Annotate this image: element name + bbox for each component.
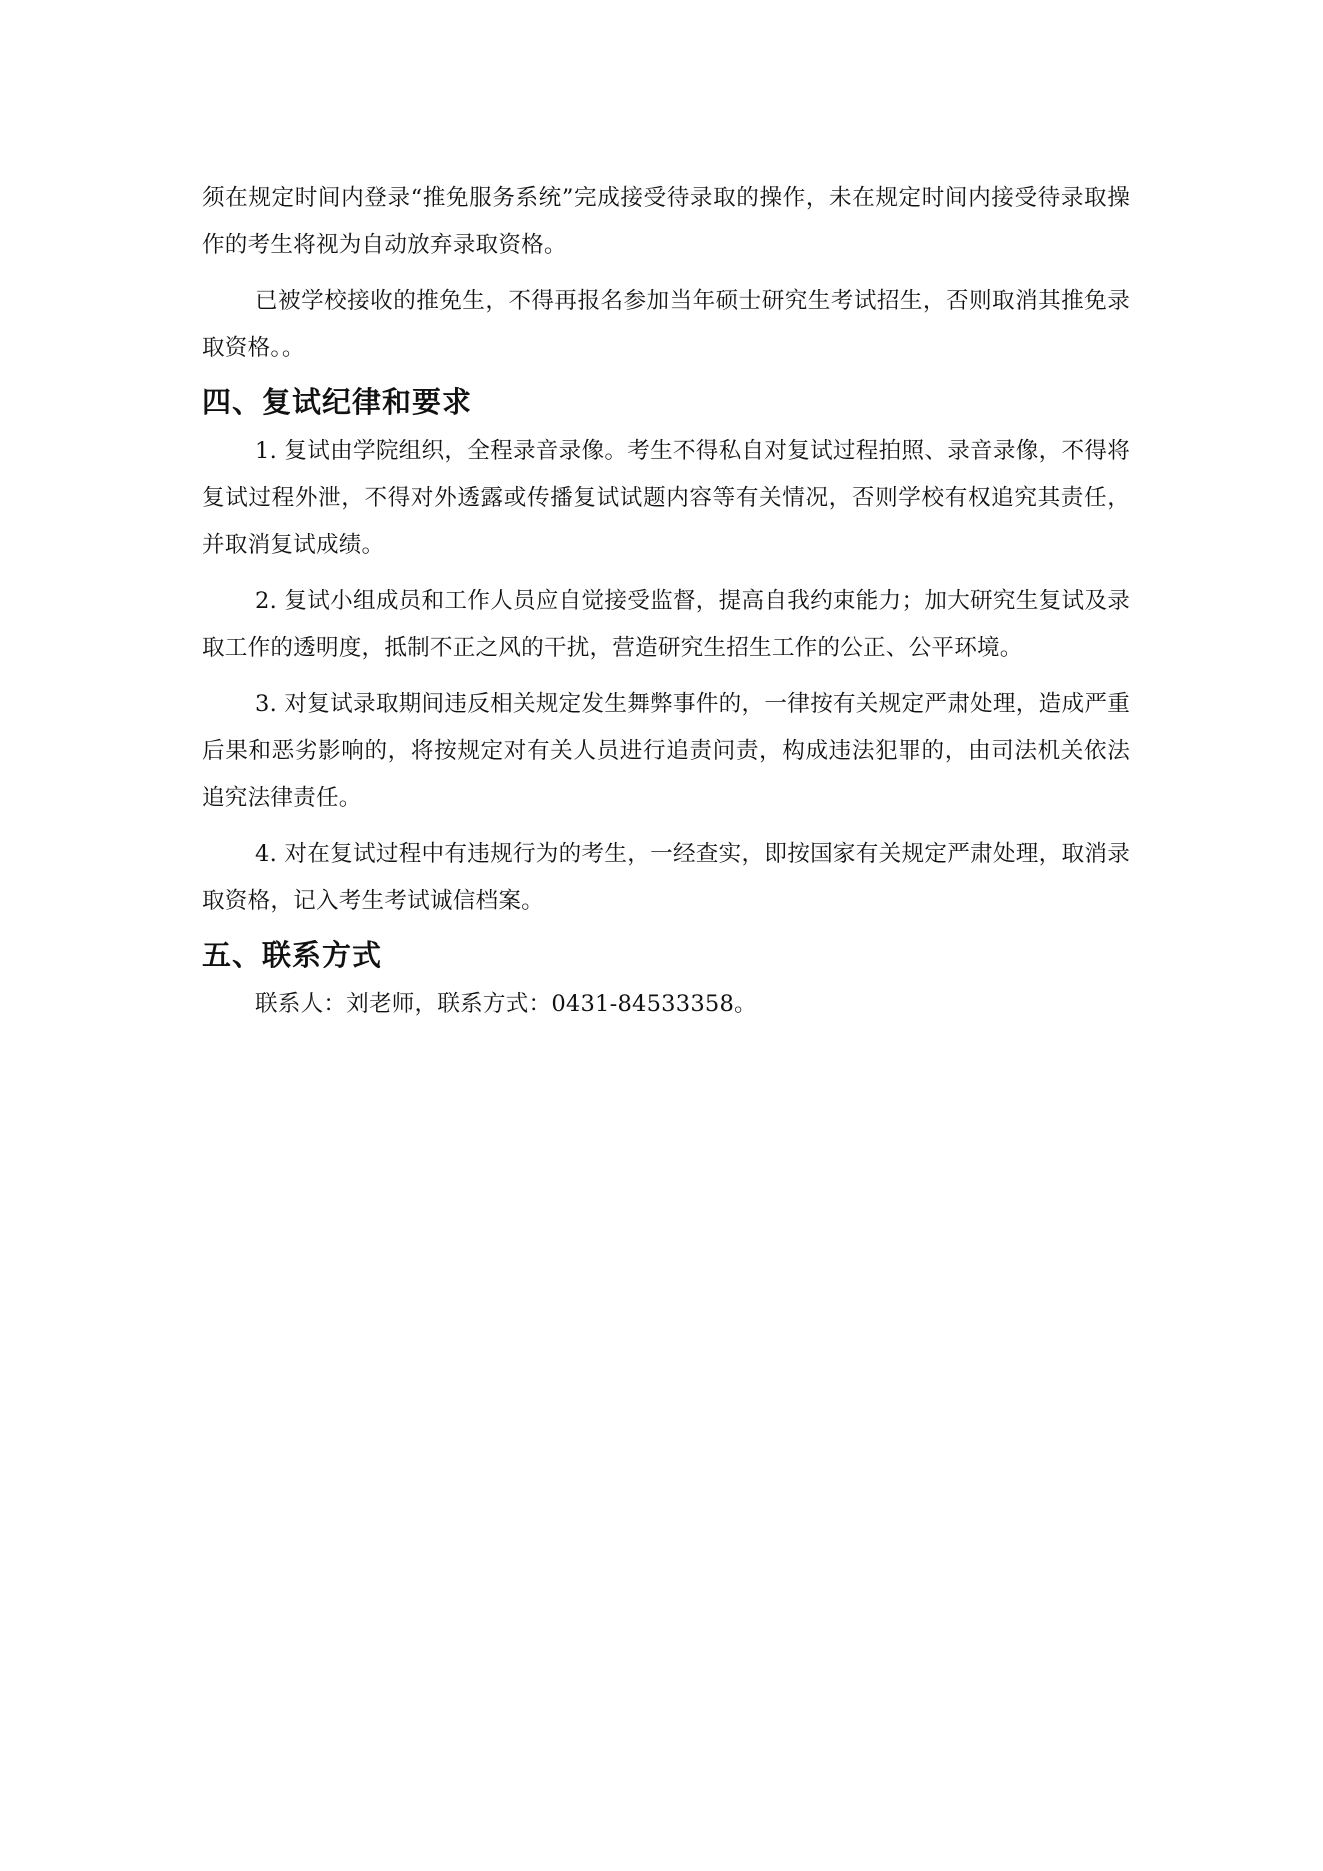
- paragraph-recommended-students: 已被学校接收的推免生，不得再报名参加当年硕士研究生考试招生，否则取消其推免录取资格。。: [202, 288, 1130, 361]
- paragraph-rule-3: 3. 对复试录取期间违反相关规定发生舞弊事件的，一律按有关规定严肃处理，造成严重后果和恶劣影响的，将按规定对有关人员进行追责问责，构成违法犯罪的，由司法机关依法追究法律责任。: [202, 691, 1130, 811]
- paragraph-rule-4: 4. 对在复试过程中有违规行为的考生，一经查实，即按国家有关规定严肃处理，取消录取资格，记入考生考试诚信档案。: [202, 841, 1130, 914]
- paragraph-rule-2: 2. 复试小组成员和工作人员应自觉接受监督，提高自我约束能力；加大研究生复试及录取工作的透明度，抵制不正之风的干扰，营造研究生招生工作的公正、公平环境。: [202, 588, 1130, 661]
- section-heading-contact: 五、联系方式: [202, 938, 383, 972]
- section-heading-interview-discipline: 四、复试纪律和要求: [202, 385, 473, 419]
- paragraph-rule-1: 1. 复试由学院组织，全程录音录像。考生不得私自对复试过程拍照、录音录像，不得将复试过程外泄，不得对外透露或传播复试试题内容等有关情况，否则学校有权追究其责任，并取消复试成绩。: [202, 438, 1130, 558]
- paragraph-contact-info: 联系人：刘老师，联系方式：0431-84533358。: [255, 991, 757, 1017]
- paragraph-online-confirmation: 须在规定时间内登录“推免服务系统”完成接受待录取的操作，未在规定时间内接受待录取操作的考生将视为自动放弃录取资格。: [202, 185, 1130, 258]
- document-body: [202, 175, 1130, 1028]
